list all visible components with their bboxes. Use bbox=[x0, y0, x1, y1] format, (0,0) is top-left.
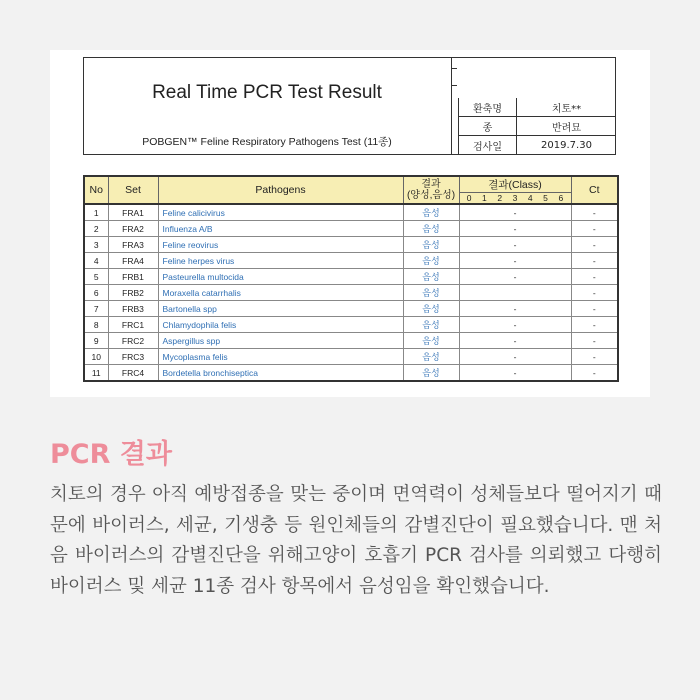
cell-ct: - bbox=[571, 285, 618, 301]
header-divider bbox=[451, 58, 452, 154]
col-result bbox=[403, 176, 459, 204]
cell-no: 7 bbox=[84, 301, 108, 317]
cell-pathogen: Influenza A/B bbox=[158, 221, 403, 237]
class-num: 4 bbox=[527, 192, 533, 203]
cell-ct: - bbox=[571, 333, 618, 349]
info-label: 종 bbox=[459, 117, 517, 136]
class-num: 2 bbox=[497, 192, 503, 203]
cell-result: 음성 bbox=[403, 253, 459, 269]
cell-pathogen: Chlamydophila felis bbox=[158, 317, 403, 333]
cell-ct: - bbox=[571, 237, 618, 253]
cell-set: FRB2 bbox=[108, 285, 158, 301]
cell-result: 음성 bbox=[403, 365, 459, 382]
cell-class: - bbox=[459, 269, 571, 285]
col-class-label: 결과(Class) bbox=[488, 178, 542, 191]
info-value: 2019.7.30 bbox=[517, 136, 616, 155]
cell-set: FRA3 bbox=[108, 237, 158, 253]
info-value: 반려묘 bbox=[517, 117, 616, 136]
cell-class bbox=[459, 285, 571, 301]
patient-info-table bbox=[458, 98, 616, 154]
cell-set: FRC4 bbox=[108, 365, 158, 382]
cell-no: 6 bbox=[84, 285, 108, 301]
section-title: PCR 결과 bbox=[50, 439, 172, 470]
cell-class: - bbox=[459, 349, 571, 365]
table-row bbox=[84, 253, 618, 269]
results-table bbox=[83, 175, 619, 382]
cell-no: 4 bbox=[84, 253, 108, 269]
cell-pathogen: Pasteurella multocida bbox=[158, 269, 403, 285]
results-header-row bbox=[84, 176, 618, 204]
info-label: 검사일 bbox=[459, 136, 517, 155]
table-row bbox=[84, 317, 618, 333]
cell-pathogen: Moraxella catarrhalis bbox=[158, 285, 403, 301]
cell-pathogen: Bordetella bronchiseptica bbox=[158, 365, 403, 382]
info-row bbox=[459, 117, 617, 136]
col-set: Set bbox=[108, 176, 158, 204]
table-row bbox=[84, 204, 618, 221]
cell-ct: - bbox=[571, 301, 618, 317]
cell-result: 음성 bbox=[403, 221, 459, 237]
section-body: 치토의 경우 아직 예방접종을 맞는 중이며 면역력이 성체들보다 떨어지기 때문에 바이러스, 세균, 기생충 등 원인체들의 감별진단이 필요했습니다. 맨 처음 바이러스의 감별진단을 위해고양이 호흡기 PCR 검사를 의뢰했고 다행히 바이러스 및 세균 11종 검사 항목에서 음성임을 확인했습니다. bbox=[50, 484, 662, 597]
cell-result: 음성 bbox=[403, 349, 459, 365]
table-row bbox=[84, 333, 618, 349]
cell-set: FRB1 bbox=[108, 269, 158, 285]
cell-set: FRC2 bbox=[108, 333, 158, 349]
cell-result: 음성 bbox=[403, 285, 459, 301]
header-tick bbox=[451, 68, 457, 69]
cell-set: FRC3 bbox=[108, 349, 158, 365]
class-num: 6 bbox=[558, 192, 564, 203]
cell-result: 음성 bbox=[403, 333, 459, 349]
table-row bbox=[84, 285, 618, 301]
cell-no: 8 bbox=[84, 317, 108, 333]
table-row bbox=[84, 365, 618, 382]
cell-ct: - bbox=[571, 253, 618, 269]
cell-ct: - bbox=[571, 349, 618, 365]
cell-no: 2 bbox=[84, 221, 108, 237]
table-row bbox=[84, 237, 618, 253]
cell-pathogen: Feline reovirus bbox=[158, 237, 403, 253]
table-row bbox=[84, 301, 618, 317]
cell-result: 음성 bbox=[403, 269, 459, 285]
cell-ct: - bbox=[571, 221, 618, 237]
cell-class: - bbox=[459, 301, 571, 317]
cell-set: FRB3 bbox=[108, 301, 158, 317]
cell-class: - bbox=[459, 365, 571, 382]
cell-ct: - bbox=[571, 204, 618, 221]
cell-no: 10 bbox=[84, 349, 108, 365]
table-row bbox=[84, 221, 618, 237]
cell-ct: - bbox=[571, 365, 618, 382]
pcr-report-image bbox=[50, 50, 650, 397]
cell-set: FRA2 bbox=[108, 221, 158, 237]
cell-no: 9 bbox=[84, 333, 108, 349]
cell-result: 음성 bbox=[403, 301, 459, 317]
info-label: 환축명 bbox=[459, 98, 517, 117]
cell-no: 5 bbox=[84, 269, 108, 285]
info-row bbox=[459, 136, 617, 155]
col-class bbox=[459, 176, 571, 204]
class-scale bbox=[460, 192, 571, 203]
cell-class: - bbox=[459, 237, 571, 253]
cell-result: 음성 bbox=[403, 204, 459, 221]
header-tick bbox=[451, 85, 457, 86]
cell-class: - bbox=[459, 333, 571, 349]
class-num: 0 bbox=[466, 192, 472, 203]
report-header-box bbox=[83, 57, 616, 155]
cell-class: - bbox=[459, 317, 571, 333]
cell-no: 11 bbox=[84, 365, 108, 382]
class-num: 5 bbox=[543, 192, 548, 203]
info-row bbox=[459, 98, 617, 117]
cell-no: 3 bbox=[84, 237, 108, 253]
info-value: 치토** bbox=[517, 98, 616, 117]
table-row bbox=[84, 269, 618, 285]
col-result-label: 결과 bbox=[421, 179, 441, 190]
results-body bbox=[84, 204, 618, 381]
cell-pathogen: Bartonella spp bbox=[158, 301, 403, 317]
cell-class: - bbox=[459, 221, 571, 237]
table-row bbox=[84, 349, 618, 365]
cell-ct: - bbox=[571, 269, 618, 285]
cell-class: - bbox=[459, 253, 571, 269]
col-no: No bbox=[84, 176, 108, 204]
cell-no: 1 bbox=[84, 204, 108, 221]
cell-set: FRC1 bbox=[108, 317, 158, 333]
col-ct: Ct bbox=[571, 176, 618, 204]
cell-set: FRA1 bbox=[108, 204, 158, 221]
cell-set: FRA4 bbox=[108, 253, 158, 269]
col-pathogens: Pathogens bbox=[158, 176, 403, 204]
report-title: Real Time PCR Test Result bbox=[152, 82, 382, 103]
cell-pathogen: Feline herpes virus bbox=[158, 253, 403, 269]
class-num: 1 bbox=[482, 192, 487, 203]
cell-result: 음성 bbox=[403, 237, 459, 253]
cell-class: - bbox=[459, 204, 571, 221]
class-num: 3 bbox=[512, 192, 518, 203]
cell-pathogen: Aspergillus spp bbox=[158, 333, 403, 349]
cell-result: 음성 bbox=[403, 317, 459, 333]
report-subtitle: POBGEN™ Feline Respiratory Pathogens Test (11종) bbox=[142, 136, 392, 148]
col-result-sub: (양성,음성) bbox=[406, 190, 456, 201]
cell-pathogen: Feline calicivirus bbox=[158, 204, 403, 221]
cell-pathogen: Mycoplasma felis bbox=[158, 349, 403, 365]
cell-ct: - bbox=[571, 317, 618, 333]
